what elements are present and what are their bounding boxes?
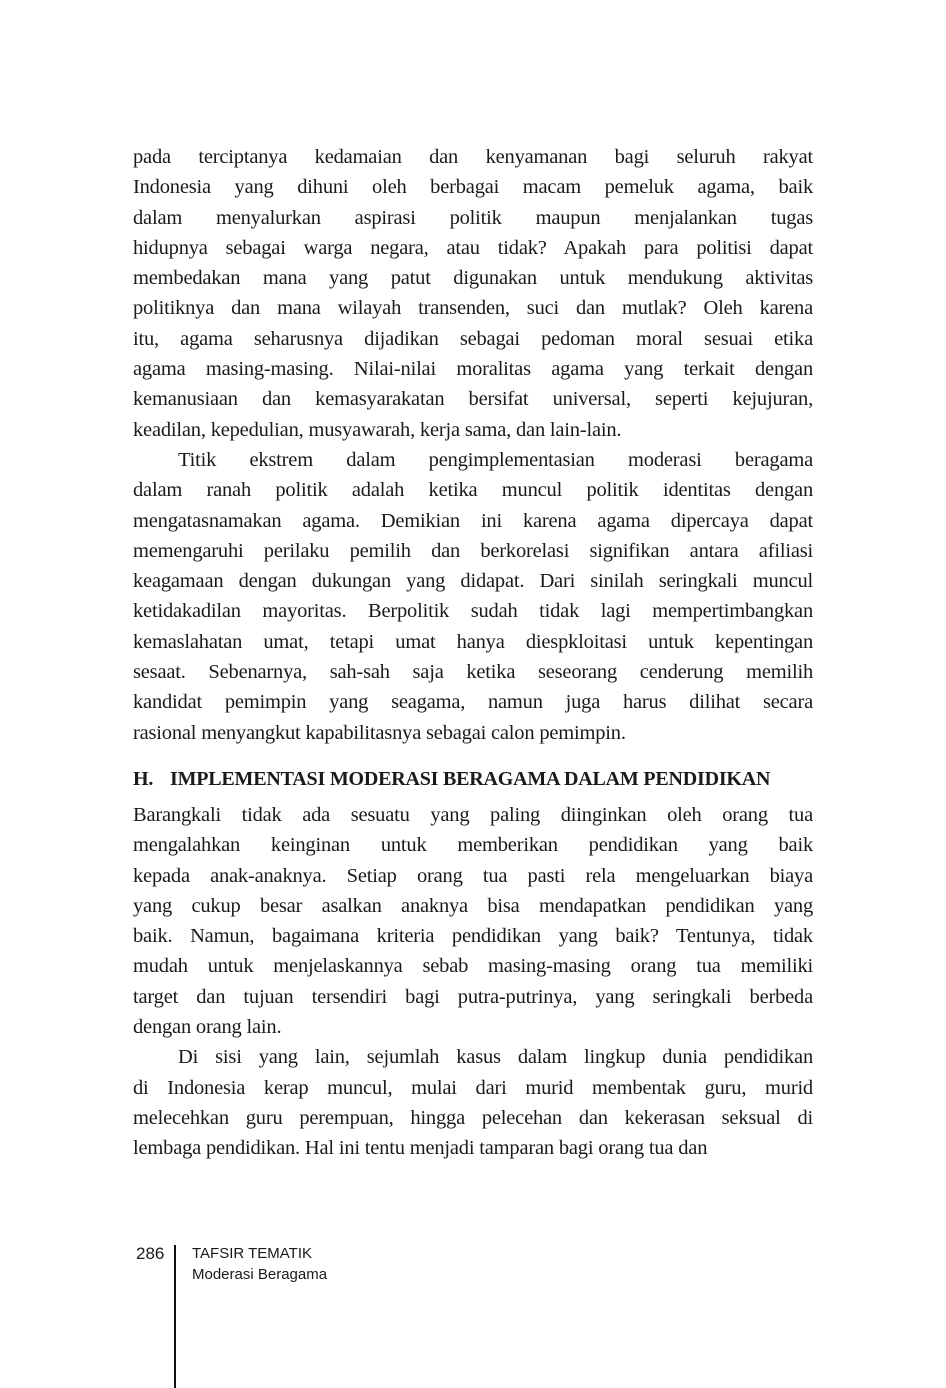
text-line: yang cukup besar asalkan anaknya bisa mendapatkan pendidikan yang	[133, 894, 813, 917]
text-line: Barangkali tidak ada sesuatu yang paling diinginkan oleh orang tua	[133, 803, 813, 826]
text-line: politiknya dan mana wilayah transenden, suci dan mutlak? Oleh karena	[133, 297, 813, 320]
text-line: mengatasnamakan agama. Demikian ini karena agama dipercaya dapat	[133, 509, 813, 532]
text-line: keagamaan dengan dukungan yang didapat. Dari sinilah seringkali muncul	[133, 570, 813, 593]
paragraph	[133, 1042, 813, 1163]
text-line: melecehkan guru perempuan, hingga pelecehan dan kekerasan seksual di	[133, 1106, 813, 1129]
page-number: 286	[136, 1244, 165, 1263]
book-subtitle: Moderasi Beragama	[192, 1266, 328, 1283]
text-line: mudah untuk menjelaskannya sebab masing-masing orang tua memiliki	[133, 955, 813, 978]
paragraph	[133, 142, 813, 445]
text-line: sesaat. Sebenarnya, sah-sah saja ketika seseorang cenderung memilih	[133, 661, 813, 684]
body-text-after-section	[133, 800, 813, 1164]
text-line: memengaruhi perilaku pemilih dan berkorelasi signifikan antara afiliasi	[133, 539, 813, 562]
text-line: lembaga pendidikan. Hal ini tentu menjadi tamparan bagi orang tua dan	[133, 1137, 708, 1160]
text-line: di Indonesia kerap muncul, mulai dari murid membentak guru, murid	[133, 1076, 813, 1099]
paragraph	[133, 800, 813, 1042]
text-line: Di sisi yang lain, sejumlah kasus dalam lingkup dunia pendidikan	[178, 1046, 813, 1069]
section-number: H.	[133, 767, 154, 790]
text-line: hidupnya sebagai warga negara, atau tidak? Apakah para politisi dapat	[133, 236, 813, 259]
text-line: rasional menyangkut kapabilitasnya sebagai calon pemimpin.	[133, 721, 626, 744]
text-line: dalam ranah politik adalah ketika muncul politik identitas dengan	[133, 479, 813, 502]
text-line: baik. Namun, bagaimana kriteria pendidikan yang baik? Tentunya, tidak	[133, 925, 813, 948]
text-line: dalam menyalurkan aspirasi politik maupun menjalankan tugas	[133, 206, 813, 229]
text-line: kandidat pemimpin yang seagama, namun juga harus dilihat secara	[133, 691, 813, 714]
text-line: mengalahkan keinginan untuk memberikan pendidikan yang baik	[133, 834, 813, 857]
page-body	[133, 142, 813, 1164]
text-line: kemanusiaan dan kemasyarakatan bersifat universal, seperti kejujuran,	[133, 388, 813, 411]
text-line: membedakan mana yang patut digunakan untuk mendukung aktivitas	[133, 267, 813, 290]
text-line: Indonesia yang dihuni oleh berbagai macam pemeluk agama, baik	[133, 176, 813, 199]
text-line: pada terciptanya kedamaian dan kenyamanan bagi seluruh rakyat	[133, 146, 813, 168]
section-heading	[133, 764, 813, 794]
text-line: Titik ekstrem dalam pengimplementasian moderasi beragama	[178, 448, 813, 471]
text-line: ketidakadilan mayoritas. Berpolitik sudah tidak lagi mempertimbangkan	[133, 600, 813, 623]
body-text-before-section	[133, 142, 813, 748]
text-line: target dan tujuan tersendiri bagi putra-putrinya, yang seringkali berbeda	[133, 985, 813, 1008]
book-title: TAFSIR TEMATIK	[192, 1245, 313, 1262]
text-line: dengan orang lain.	[133, 1016, 282, 1039]
text-line: itu, agama seharusnya dijadikan sebagai pedoman moral sesuai etika	[133, 327, 813, 350]
text-line: kemaslahatan umat, tetapi umat hanya diespkloitasi untuk kepentingan	[133, 630, 813, 653]
section-title: IMPLEMENTASI MODERASI BERAGAMA DALAM PENDIDIKAN	[170, 767, 771, 790]
text-line: keadilan, kepedulian, musyawarah, kerja sama, dan lain-lain.	[133, 418, 622, 441]
paragraph	[133, 445, 813, 748]
text-line: agama masing-masing. Nilai-nilai moralitas agama yang terkait dengan	[133, 358, 813, 381]
text-line: kepada anak-anaknya. Setiap orang tua pasti rela mengeluarkan biaya	[133, 864, 813, 887]
footer-divider	[174, 1245, 176, 1388]
